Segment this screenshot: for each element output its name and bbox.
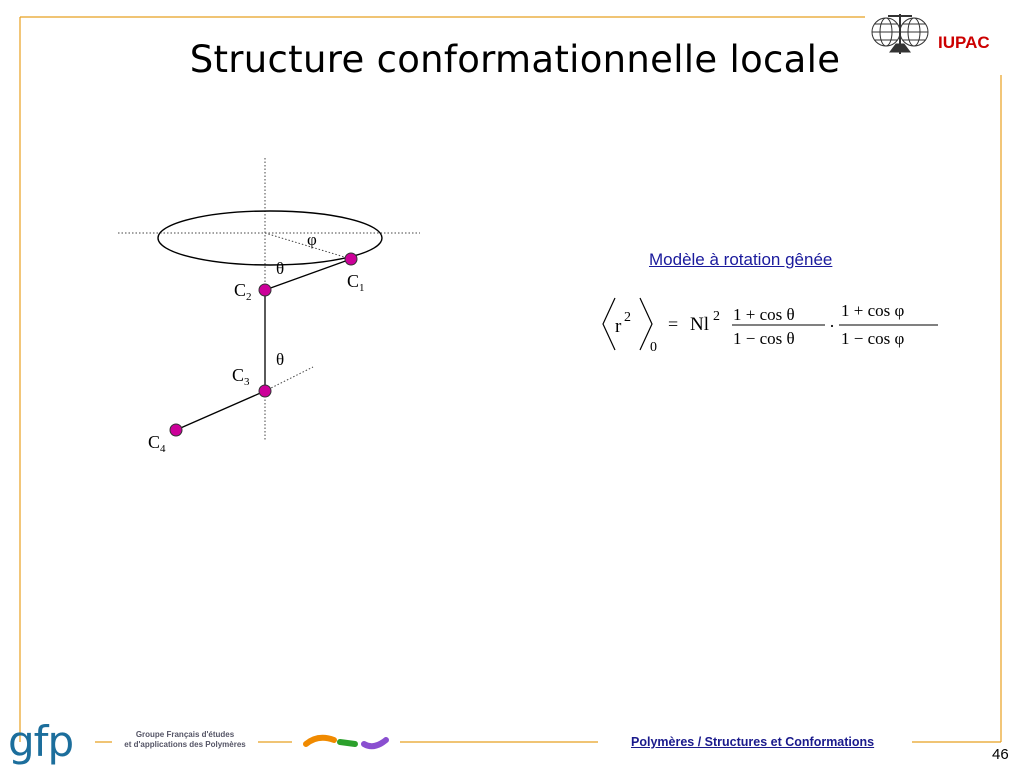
extension-line-dotted <box>265 367 313 391</box>
decoration-orange <box>306 738 334 744</box>
footer-decoration <box>300 728 395 754</box>
fraction1-denominator: 1 − cos θ <box>733 329 795 348</box>
conformation-diagram <box>100 150 440 470</box>
page-number: 46 <box>992 746 1009 763</box>
fraction2-numerator: 1 + cos φ <box>841 301 905 320</box>
atom-c3 <box>259 385 271 397</box>
formula-subscript: 0 <box>650 340 657 355</box>
fraction1-numerator: 1 + cos θ <box>733 305 795 324</box>
atom-label-c4: $C_4$ <box>148 432 166 455</box>
formula-dot: · <box>829 316 835 336</box>
model-link[interactable]: Modèle à rotation gênée <box>649 250 833 269</box>
atom-c1 <box>345 253 357 265</box>
slide-title: Structure conformationnelle locale <box>189 38 841 81</box>
atom-label-c1: $C_1$ <box>347 271 365 294</box>
formula <box>598 292 948 360</box>
atom-c4 <box>170 424 182 436</box>
fraction2-denominator: 1 − cos φ <box>841 329 905 348</box>
formula-equals: = <box>668 314 679 334</box>
gfp-caption-line1: Groupe Français d'études <box>135 730 235 739</box>
angle-label-phi: φ <box>307 230 317 249</box>
angle-label-theta-mid: θ <box>276 350 285 369</box>
gfp-caption-line2: et d'applications des Polymères <box>124 740 246 749</box>
atom-label-c2: $C_2$ <box>234 280 252 303</box>
decoration-purple <box>364 740 386 746</box>
atom-label-c3: $C_3$ <box>232 365 250 388</box>
left-angle-bracket <box>603 298 615 350</box>
formula-r-exponent: 2 <box>624 310 631 325</box>
gfp-logo: gfp <box>8 717 74 766</box>
iupac-label: IUPAC <box>938 33 990 52</box>
iupac-globe-logo <box>866 8 934 60</box>
gfp-caption <box>118 730 252 750</box>
formula-r: r <box>615 316 622 337</box>
decoration-green <box>340 742 355 744</box>
bond-c4-c3 <box>176 391 265 430</box>
angle-label-theta-top: θ <box>276 259 285 278</box>
formula-coefficient-exponent: 2 <box>713 309 720 324</box>
atom-c2 <box>259 284 271 296</box>
footer-title-link[interactable]: Polymères / Structures et Conformations <box>631 735 875 749</box>
formula-coefficient: Nl <box>690 314 709 335</box>
